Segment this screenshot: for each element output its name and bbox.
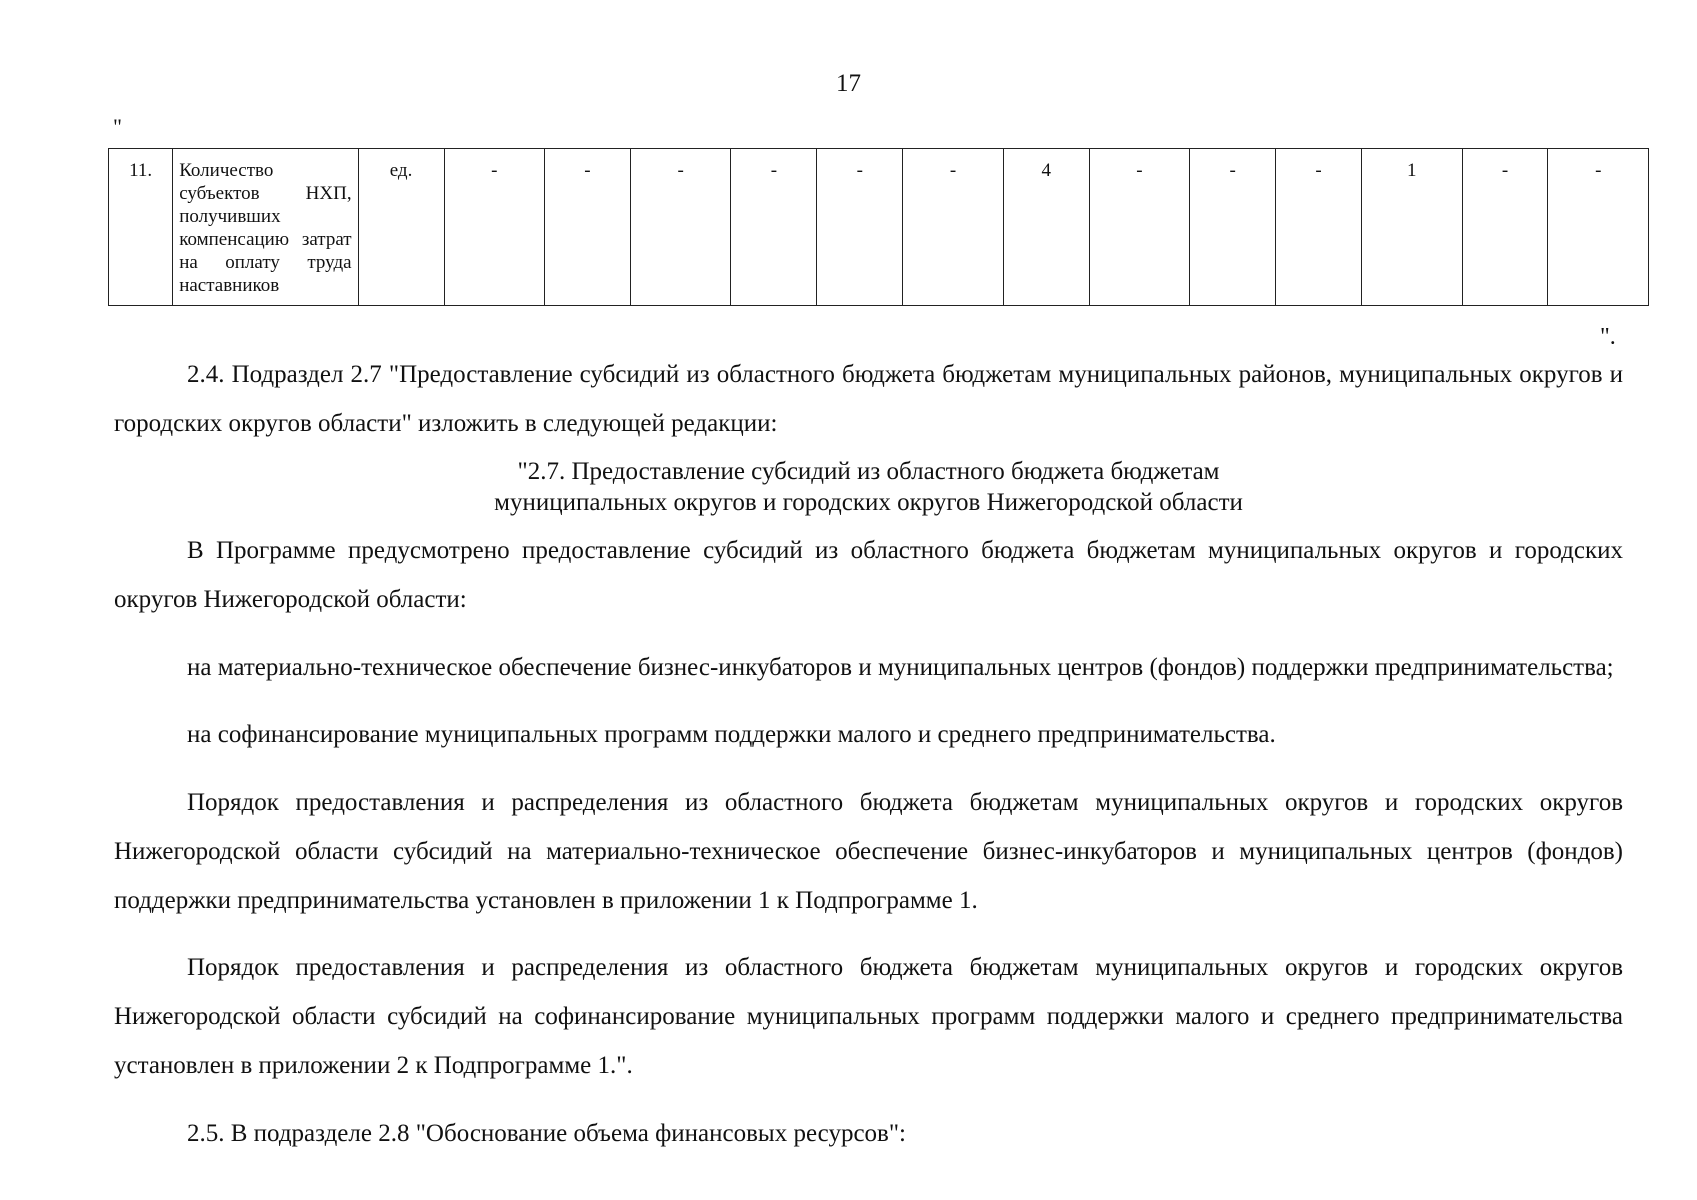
- value-cell: 4: [1003, 149, 1089, 306]
- page-number: 17: [836, 70, 861, 97]
- closing-quote-mark: ".: [1600, 324, 1616, 350]
- paragraph-cofinancing: на софинансирование муниципальных программ поддержки малого и среднего предпринимательства.: [187, 721, 1276, 748]
- unit-cell: ед.: [358, 149, 444, 306]
- paragraph-order-appendix-1: Порядок предоставления и распределения из областного бюджета бюджетам муниципальных округов и городских округов Нижегородской области субсидий на материально-техническое обеспечение бизнес-инкубаторов и муниципальных центров (фондов) поддержки предпринимательства установлен в приложении 1 к Подпрограмме 1.: [114, 788, 1623, 914]
- value-cell: -: [1276, 149, 1362, 306]
- indicator-name-cell: Количество субъектов НХП, получивших компенсацию затрат на оплату труда наставников: [173, 149, 358, 306]
- value-cell: -: [444, 149, 544, 306]
- paragraph-2-4: 2.4. Подраздел 2.7 "Предоставление субсидий из областного бюджета бюджетам муниципальных районов, муниципальных округов и городских округов области" изложить в следующей редакции:: [114, 361, 1623, 437]
- paragraph-material-support: на материально-техническое обеспечение бизнес-инкубаторов и муниципальных центров (фондов) поддержки предпринимательства;: [187, 653, 1614, 681]
- value-cell: -: [817, 149, 903, 306]
- opening-quote-mark: ": [113, 114, 122, 139]
- indicator-table: [108, 148, 1649, 306]
- paragraph-2-5: 2.5. В подразделе 2.8 "Обоснование объема финансовых ресурсов":: [187, 1119, 906, 1147]
- value-cell: -: [731, 149, 817, 306]
- value-cell: -: [544, 149, 630, 306]
- value-cell: -: [1462, 149, 1548, 306]
- paragraph-program-subsidies: В Программе предусмотрено предоставление субсидий из областного бюджета бюджетам муниципальных округов и городских округов Нижегородской области:: [114, 537, 1623, 613]
- value-cell: -: [630, 149, 730, 306]
- document-body: [114, 350, 1623, 1176]
- heading-line-1: "2.7. Предоставление субсидий из областного бюджета бюджетам: [517, 458, 1220, 485]
- value-cell: -: [1548, 149, 1649, 306]
- value-cell: 1: [1362, 149, 1462, 306]
- row-number-cell: 11.: [109, 149, 173, 306]
- value-cell: -: [903, 149, 1003, 306]
- table-row: [109, 149, 1649, 306]
- heading-line-2: муниципальных округов и городских округов Нижегородской области: [494, 489, 1243, 516]
- paragraph-order-appendix-2: Порядок предоставления и распределения из областного бюджета бюджетам муниципальных округов и городских округов Нижегородской области субсидий на софинансирование муниципальных программ поддержки малого и среднего предпринимательства установлен в приложении 2 к Подпрограмме 1.".: [114, 954, 1623, 1079]
- value-cell: -: [1190, 149, 1276, 306]
- section-heading: [114, 456, 1623, 518]
- value-cell: -: [1089, 149, 1189, 306]
